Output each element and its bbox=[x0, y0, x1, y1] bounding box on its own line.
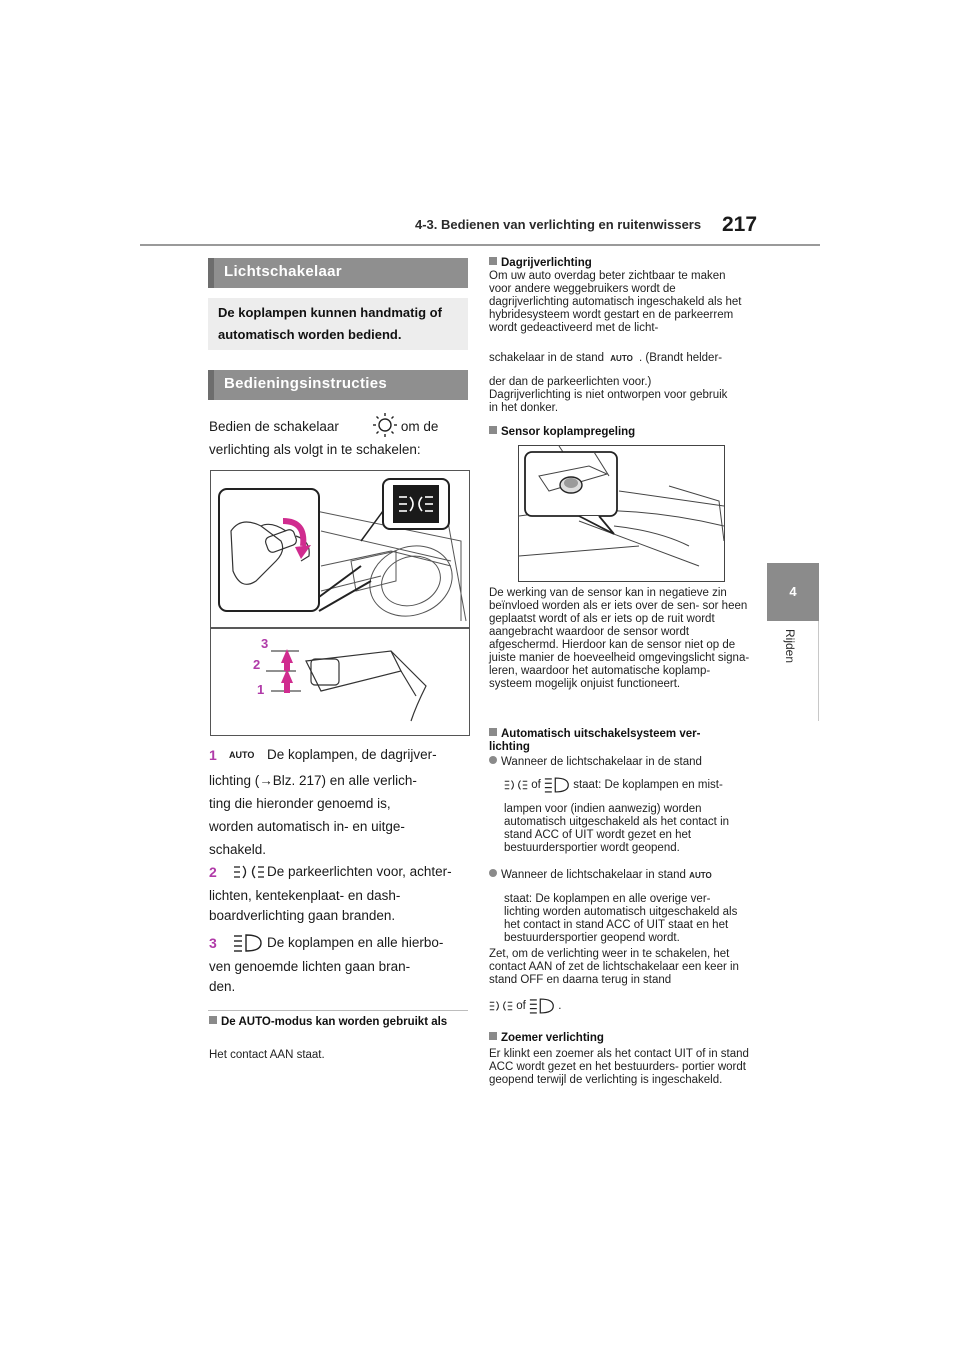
item-line: De parkeerlichten voor, achter- bbox=[267, 864, 452, 879]
parking-light-icon bbox=[233, 864, 265, 880]
bullet-1-icons-line bbox=[504, 776, 764, 794]
headlight-icon bbox=[544, 776, 570, 794]
bullet-2-text-a: Wanneer de lichtschakelaar in stand bbox=[501, 869, 686, 881]
buzzer-heading-text: Zoemer verlichting bbox=[501, 1032, 604, 1044]
bullet-1-text-c: lampen voor (indien aanwezig) worden automatisch uitgeschakeld als het contact in stand ACC of UIT wordt gezet en het bestuurdersportier wordt geopend. bbox=[504, 803, 730, 854]
auto-off-heading bbox=[489, 728, 739, 754]
drl-heading-text: Dagrijverlichting bbox=[501, 257, 592, 269]
item-number: 2 bbox=[209, 864, 217, 880]
item-number: 1 bbox=[209, 747, 217, 763]
buzzer-heading bbox=[489, 1032, 759, 1045]
buzzer-text: Er klinkt een zoemer als het contact UIT of in stand ACC wordt gezet en het bestuurders- portier wordt geopend terwijl de verlichting is ingeschakeld. bbox=[489, 1048, 749, 1086]
summary-text: De koplampen kunnen handmatig of automatisch worden bediend. bbox=[218, 305, 442, 342]
figure-label-1: 1 bbox=[257, 682, 265, 697]
item-number: 3 bbox=[209, 935, 217, 951]
page-number: 217 bbox=[722, 213, 758, 236]
item-line: schakeld. bbox=[209, 842, 267, 857]
bullet-1-intro bbox=[489, 756, 759, 769]
drl-text-3: der dan de parkeerlichten voor.) Dagrijverlichting is niet ontworpen voor gebruik in het donker. bbox=[489, 376, 728, 414]
subsection-heading-text: Bedieningsinstructies bbox=[224, 375, 388, 392]
auto-off-heading-text: Automatisch uitschakelsysteem ver- lichting bbox=[489, 728, 701, 753]
note-heading-text: De AUTO-modus kan worden gebruikt als bbox=[221, 1016, 448, 1028]
drl-text-2a: schakelaar in de stand bbox=[489, 352, 605, 364]
chapter-tab-label: Rijden bbox=[783, 629, 797, 664]
figure-label-2: 2 bbox=[253, 657, 261, 672]
bullet-2-intro bbox=[489, 869, 759, 882]
reset-icons-line bbox=[489, 997, 561, 1015]
item-line: De koplampen en alle hierbo- bbox=[267, 935, 444, 950]
drl-heading bbox=[489, 257, 759, 270]
reset-text: Zet, om de verlichting weer in te schakelen, het contact AAN of zet de lichtschakelaar een keer in stand OFF en daarna terug in stand bbox=[489, 948, 739, 986]
reset-of: of bbox=[516, 1000, 526, 1013]
headlight-icon bbox=[529, 997, 555, 1015]
sensor-heading bbox=[489, 426, 759, 439]
auto-icon: AUTO bbox=[229, 750, 255, 760]
drl-text-1: Om uw auto overdag beter zichtbaar te maken voor andere weggebruikers wordt de dagrijverlichting automatisch ingeschakeld als het hybridesysteem wordt gestart en de parkeerrem wordt gedeactiveerd met de licht- bbox=[489, 270, 742, 334]
light-switch-illustration bbox=[210, 470, 470, 736]
drl-text-2b: . (Brandt helder- bbox=[639, 352, 723, 364]
bullet-1-text-a: Wanneer de lichtschakelaar in de stand bbox=[501, 756, 702, 768]
item-line: ting die hieronder genoemd is, bbox=[209, 796, 391, 811]
item-line: worden automatisch in- en uitge- bbox=[209, 819, 405, 834]
auto-icon: AUTO bbox=[610, 354, 633, 363]
bullet-1-text-b: staat: De koplampen en mist- bbox=[573, 779, 723, 792]
reset-end: . bbox=[558, 1000, 562, 1013]
note-divider bbox=[208, 1010, 468, 1011]
intro-text-a: Bedien de schakelaar bbox=[209, 419, 339, 434]
note-text: Het contact AAN staat. bbox=[209, 1049, 325, 1061]
item-line: ven genoemde lichten gaan bran- bbox=[209, 959, 411, 974]
parking-light-icon bbox=[504, 778, 528, 792]
side-divider bbox=[818, 621, 819, 721]
intro-text-b: om de bbox=[400, 419, 439, 434]
item-line: lichting (→Blz. 217) en alle verlich- bbox=[209, 773, 417, 788]
auto-icon: AUTO bbox=[689, 871, 712, 880]
bullet-2-text-b: staat: De koplampen en alle overige ver- lichting worden automatisch uitgeschakeld als het contact in stand ACC of UIT staat en het bestuurdersportier geopend wordt. bbox=[504, 893, 738, 944]
item-line: De koplampen, de dagrijver- bbox=[267, 747, 437, 762]
headlight-icon bbox=[233, 933, 263, 953]
sensor-heading-text: Sensor koplampregeling bbox=[501, 426, 636, 438]
item-line: lichten, kentekenplaat- en dash- bbox=[209, 888, 401, 903]
chapter-tab bbox=[767, 563, 819, 621]
section-heading bbox=[208, 258, 468, 288]
section-heading-text: Lichtschakelaar bbox=[224, 263, 342, 280]
item-line: den. bbox=[209, 979, 236, 994]
intro-line-2: verlichting als volgt in te schakelen: bbox=[209, 442, 421, 457]
sensor-text: De werking van de sensor kan in negatieve zin beïnvloed worden als er iets over de sen- sor heen geplaatst wordt of als er iets op de ruit wordt aangebracht waardoor de sensor wordt afgeschermd. Hierdoor kan de sensor niet op de juiste manier de hoeveelheid omgevingslicht signa- leren, waardoor het automatische koplamp- systeem mogelijk onjuist functioneert. bbox=[489, 587, 750, 690]
summary-box bbox=[208, 298, 468, 350]
light-switch-icon bbox=[365, 412, 405, 438]
figure-label-3: 3 bbox=[261, 636, 269, 651]
parking-light-icon bbox=[489, 999, 513, 1013]
header-divider bbox=[140, 244, 820, 246]
chapter-title: 4-3. Bedienen van verlichting en ruitenwissers bbox=[415, 217, 702, 232]
sensor-illustration bbox=[518, 445, 725, 582]
item-line: boardverlichting gaan branden. bbox=[209, 908, 396, 923]
chapter-tab-number: 4 bbox=[789, 584, 797, 599]
note-heading bbox=[209, 1016, 459, 1029]
bullet-1-of: of bbox=[531, 779, 541, 792]
subsection-heading bbox=[208, 370, 468, 400]
drl-text-2 bbox=[489, 352, 759, 365]
